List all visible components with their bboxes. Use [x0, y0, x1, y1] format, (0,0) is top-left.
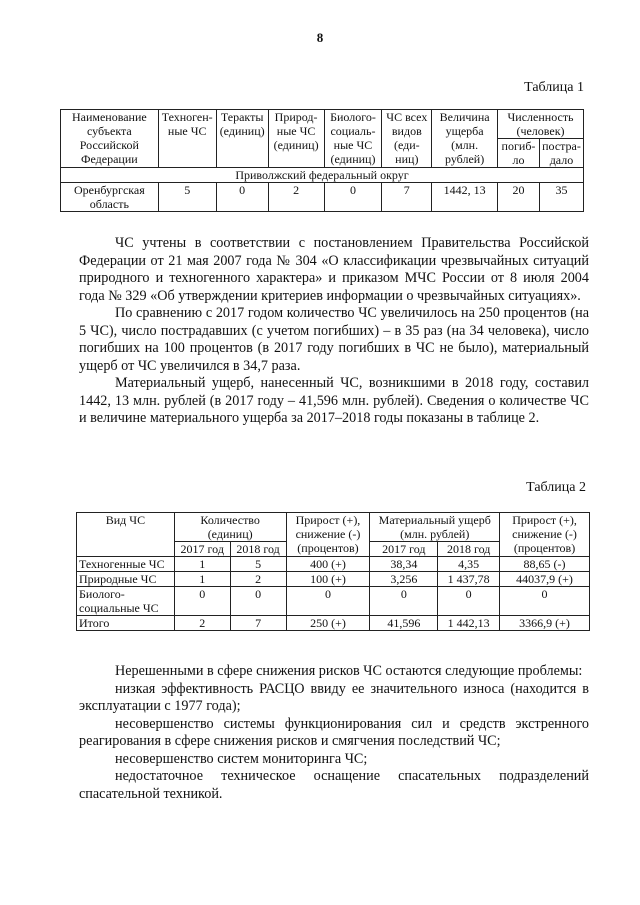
t2-type: Природные ЧС [77, 572, 175, 587]
t1-bio: 0 [324, 183, 382, 212]
list-item: низкая эффективность РАСЦО ввиду ее значительного износа (находится в эксплуатации с 1977 года); [79, 680, 589, 714]
t2-growth2: 44037,9 (+) [500, 572, 590, 587]
t2-c2017: 1 [174, 572, 230, 587]
t1-district: Приволжский федеральный округ [61, 168, 584, 183]
t2-d2018: 1 437,78 [438, 572, 500, 587]
table-row [77, 616, 590, 631]
t1-natural: 2 [268, 183, 324, 212]
t2-d2017: 0 [370, 587, 438, 616]
table2-caption: Таблица 2 [526, 480, 586, 495]
table-row [77, 557, 590, 572]
t2-c2017: 2 [174, 616, 230, 631]
t1-terror: 0 [216, 183, 268, 212]
t2-h-damage: Материальный ущерб (млн. рублей) [370, 513, 500, 542]
table-row [77, 572, 590, 587]
paragraph: ЧС учтены в соответствии с постановлением Правительства Российской Федерации от 21 мая 2007 года № 304 «О классификации чрезвычайных ситуаций природного и техногенного характера» и приказом МЧС России от 8 июля 2004 года № 329 «Об утверждении критериев информации о чрезвычайных ситуациях». [79, 235, 589, 304]
t2-d2018: 1 442,13 [438, 616, 500, 631]
t2-h-c2017: 2017 год [174, 542, 230, 557]
list-item: недостаточное техническое оснащение спасательных подразделений спасательной техникой. [79, 768, 589, 802]
t2-c2018: 0 [230, 587, 286, 616]
t2-c2017: 0 [174, 587, 230, 616]
table1 [60, 109, 584, 212]
table-row [77, 587, 590, 616]
body-text-2 [79, 663, 589, 803]
paragraph: По сравнению с 2017 годом количество ЧС увеличилось на 250 процентов (на 5 ЧС), число пострадавших (с учетом погибших) – в 35 раз (на 34 человека), число погибших на 100 процентов (в 2017 году погибших в ЧС не было), материальный ущерб от ЧС увеличился в 34,7 раза. [79, 305, 589, 374]
t2-type: Биолого-социальные ЧС [77, 587, 175, 616]
t1-h-bio: Биолого-социаль-ные ЧС (единиц) [324, 110, 382, 168]
t1-dead: 20 [498, 183, 540, 212]
t1-h-injured: постра-дало [539, 139, 583, 168]
table1-header-row [61, 110, 584, 139]
t2-type: Итого [77, 616, 175, 631]
t2-d2017: 38,34 [370, 557, 438, 572]
table2 [76, 512, 590, 631]
table1-caption: Таблица 1 [524, 80, 584, 95]
t2-h-growth2: Прирост (+), снижение (-) (процентов) [500, 513, 590, 557]
t2-growth: 100 (+) [286, 572, 370, 587]
t2-growth: 250 (+) [286, 616, 370, 631]
paragraph: Материальный ущерб, нанесенный ЧС, возникшими в 2018 году, составил 1442, 13 млн. рублей (в 2017 году – 41,596 млн. рублей). Сведения о количестве ЧС и величине материального ущерба за 2017–2018 годы показаны в таблице 2. [79, 375, 589, 426]
t1-h-subject: Наименование субъекта Российской Федерации [61, 110, 159, 168]
t2-d2017: 41,596 [370, 616, 438, 631]
t2-c2018: 5 [230, 557, 286, 572]
t2-h-count: Количество (единиц) [174, 513, 286, 542]
t1-techno: 5 [158, 183, 216, 212]
t2-growth: 0 [286, 587, 370, 616]
t2-growth2: 3366,9 (+) [500, 616, 590, 631]
t2-h-d2018: 2018 год [438, 542, 500, 557]
t2-growth2: 88,65 (-) [500, 557, 590, 572]
list-item: несовершенство системы функционирования сил и средств экстренного реагирования в сфере снижения рисков и смягчения последствий ЧС; [79, 715, 589, 749]
t2-h-d2017: 2017 год [370, 542, 438, 557]
t1-h-people: Численность (человек) [498, 110, 584, 139]
body-text-1 [79, 235, 589, 428]
table1-district-row [61, 168, 584, 183]
t1-h-natural: Природ-ные ЧС (единиц) [268, 110, 324, 168]
t1-subject: Оренбургская область [61, 183, 159, 212]
t2-c2018: 2 [230, 572, 286, 587]
t1-damage: 1442, 13 [432, 183, 498, 212]
paragraph: Нерешенными в сфере снижения рисков ЧС остаются следующие проблемы: [115, 663, 583, 679]
t1-h-techno: Техноген-ные ЧС [158, 110, 216, 168]
t2-d2018: 4,35 [438, 557, 500, 572]
t2-growth2: 0 [500, 587, 590, 616]
t2-type: Техногенные ЧС [77, 557, 175, 572]
t2-d2018: 0 [438, 587, 500, 616]
t1-injured: 35 [539, 183, 583, 212]
t2-c2018: 7 [230, 616, 286, 631]
t2-h-type: Вид ЧС [77, 513, 175, 557]
t2-h-growth: Прирост (+), снижение (-) (процентов) [286, 513, 370, 557]
t1-h-terror: Теракты (единиц) [216, 110, 268, 168]
list-item: несовершенство систем мониторинга ЧС; [115, 750, 368, 767]
t1-all: 7 [382, 183, 432, 212]
t1-h-damage: Величина ущерба (млн. рублей) [432, 110, 498, 168]
table2-header-row [77, 513, 590, 542]
page-number: 8 [316, 30, 324, 45]
t2-c2017: 1 [174, 557, 230, 572]
t2-h-c2018: 2018 год [230, 542, 286, 557]
t2-growth: 400 (+) [286, 557, 370, 572]
t1-h-all: ЧС всех видов (еди-ниц) [382, 110, 432, 168]
t1-h-dead: погиб-ло [498, 139, 540, 168]
table-row [61, 183, 584, 212]
t2-d2017: 3,256 [370, 572, 438, 587]
